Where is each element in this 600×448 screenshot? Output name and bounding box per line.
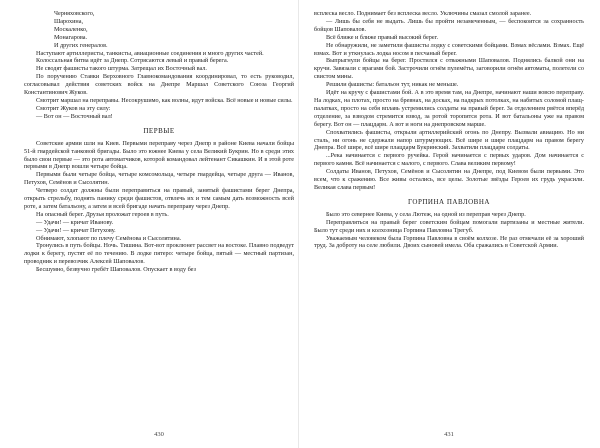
intro-list — [24, 10, 294, 42]
paragraph: Колоссальная битва идёт за Днепр. Сотрясаются левый и правый берега. — [36, 57, 229, 65]
paragraph: Не обнаружили, не заметили фашисты лодку с советскими бойцами. Взмах вёслами. Взмах. Ещё взмах. Вот и уткнулась лодка носом в песчаный берег. — [314, 41, 584, 57]
paragraph: Советские армии шли на Киев. Первыми переправу через Днепр в районе Киева начали бойцы 51-й гвардейской танковой бригады. Было это южнее Киева у села Великий Букрин. Но в среди этих было свои первые — это рота автоматчиков, которой командовал лейтенант Сикашкин. И в этой роте первыми в Днепр вошли четыре бойца. — [24, 139, 294, 171]
paragraph: Выпрыгнули бойцы на берег. Простился с отважными Шаповалов. Поднялись балкой они на кручи. Завязали с врагами бой. Застрочили огнём пулемёты, заговорили огнём автоматы, полетели со свистом мины. — [314, 57, 584, 81]
page-number: 431 — [444, 431, 454, 438]
paragraph: И других генералов. — [54, 41, 108, 49]
paragraph: Было это севернее Киева, у села Лютеж, на одной из переправ через Днепр. — [326, 210, 526, 218]
paragraph: — Удачи! — кричат Иванову. — [36, 218, 114, 226]
paragraph: Солдаты Иванов, Петухов, Семёнов и Сысолятин на Днепре, под Киевом были первыми. Это всем, что к сражению. Все живы остались, все целы. Золотые звёзды Героев их грудь украсили. Великая слава первым! — [314, 168, 584, 191]
paragraph: Уважаемым человеком была Горпина Павловна в своём колхозе. Не раз отмечали её за хороший труд. За доброту на селе любили. Двоих сыновей имела. Оба сражались в Советской Армии. — [314, 234, 584, 250]
list-item: Монагарова. — [54, 33, 88, 41]
paragraph: Смотрит маршал на переправы. Несокрушимо, как волны, идут войска. Всё новые и новые силы. — [36, 96, 293, 104]
paragraph: Всё ближе и ближе правый высокий берег. — [326, 33, 439, 41]
paragraph: Бесшумно, безвучно гребёт Шаповалов. Опускает в воду без — [36, 266, 196, 274]
paragraph: Смотрит Жуков на эту силу: — [36, 104, 111, 112]
list-item: Черняховского, — [54, 10, 95, 17]
paragraph: Четверо солдат должны были переправиться на правый, занятый фашистами берег Днепра, открыть стрельбу, поднять панику среди фашистов, отвлечь их и тем самым дать возможность всей роте, а затем батальону, а затем и всей бригаде начать переправу через Днепр. — [24, 187, 294, 210]
paragraph: Переправляться на правый берег советским бойцам помогали партизаны и местные жители. Было тут среди них и колхозница Горпина Павловна Трегуб. — [314, 218, 584, 234]
paragraph: — Лишь бы себя не выдать. Лишь бы пройти незамеченным, — беспокоится за сохранность бойцов Шаповалов. — [314, 17, 584, 33]
list-item: Москаленко, — [54, 25, 88, 33]
paragraph: Наступают артиллеристы, танкисты, авиационные соединения и много других частей. — [36, 49, 264, 57]
page-gutter — [298, 0, 299, 448]
paragraph: Спохватились фашисты, открыли артиллерийский огонь по Днепру. Вызвали авиацию. Но ни сталь, ни огонь не сдержали напор штурмующих. Всё шире и шире плацдарм на правом берегу Днепра. Всё шире, всё шире плацдарм Букринский. Захватили плацдарм солдаты. — [314, 128, 584, 152]
paragraph: всплеска весло. Поднимает без всплеска весло. Уключины смазал смолой заранее. — [314, 10, 532, 17]
paragraph: Тронулись в путь бойцы. Ночь. Тишина. Вот-вот проклюнет рассвет на востоке. Плавно подведут лодки к берегу, пустят её по течению. В лодке пятеро: четыре бойца, пятый — местный партизан, проводник и перевозчик Алексей Шаповалов. — [24, 242, 294, 266]
left-page — [24, 10, 294, 438]
paragraph: На опасный берег. Друзья проложат героев в путь. — [36, 210, 169, 218]
paragraph: Обнимают, хлопают по плечу Семёнова и Сысолятина. — [36, 234, 182, 242]
paragraph: Первыми были четыре бойца, четыре комсомольца, четыре гвардейца, четыре друга — Иванов, Петухов, Семёнов и Сысолятин. — [24, 171, 294, 187]
paragraph: По поручению Ставки Верховного Главнокомандования координировал, то есть руководил, согласовывал действия советских войск на Днепре Маршал Советского Союза Георгий Константинович Жуков. — [24, 73, 294, 97]
paragraph: ...Река начинается с первого ручейка. Герой начинается с первых ударов. Дом начинается с первого камня. Всё начинается с малого, с первого. Слава великим первому! — [314, 152, 584, 168]
paragraph: Не сводят фашисты такого штурма. Затрещал их Восточный вал. — [36, 65, 207, 73]
list-item: Шарохина, — [54, 17, 84, 25]
paragraph: — Вот он — Восточный вал! — [36, 112, 113, 120]
paragraph: — Удачи! — кричат Петухову. — [36, 226, 116, 234]
section-title: ПЕРВЫЕ — [143, 126, 175, 135]
right-page — [314, 10, 584, 438]
page-number: 430 — [154, 431, 164, 438]
paragraph: Идёт на кручу с фашистами бой. А в это время там, на Днепре, начинают наши вовсю переправу. На лодках, на плотах, просто на бревнах, на досках, на падкрых потолках, на набитых соломой плащ-палатках, просто на себя вплавь устремились солдаты на правый берег. За отделением рвётся вперёд отделение, за взводом стремится взвод, за ротой торопится рота. И вот батальоны уже на правом берегу. Вот он — плацдарм. А вот и ноги на днепровском марше. — [314, 89, 584, 128]
section-title: ГОРПИНА ПАВЛОВНА — [408, 197, 490, 206]
paragraph: Решили фашисты: батальон тут, никак не меньше. — [326, 81, 459, 89]
